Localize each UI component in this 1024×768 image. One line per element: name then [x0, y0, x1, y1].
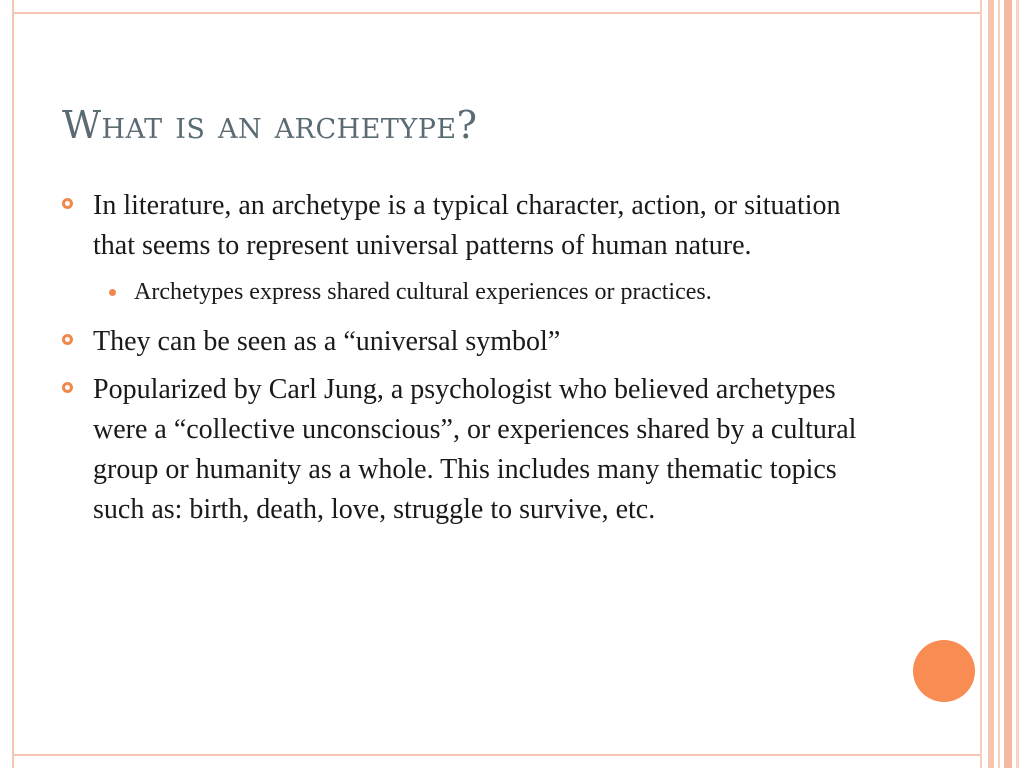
bullet-text: In literature, an archetype is a typical character, action, or situation that seems to represent universal patterns of human nature. [93, 190, 841, 261]
bullet-text: They can be seen as a “universal symbol” [93, 326, 561, 357]
stripe [980, 0, 982, 768]
bullet-item [62, 370, 882, 530]
bullet-item [62, 186, 882, 266]
orange-dot-bullet-icon [109, 289, 116, 296]
stripe [998, 0, 1000, 768]
frame-left-line [12, 0, 14, 768]
stripe [988, 0, 994, 768]
frame-bottom-line [12, 754, 982, 756]
sub-bullet-text: Archetypes express shared cultural experiences or practices. [134, 279, 712, 305]
orange-ring-bullet-icon [62, 382, 73, 393]
slide-title: What is an archetype? [62, 103, 478, 147]
orange-ring-bullet-icon [62, 198, 73, 209]
right-decorative-stripes [980, 0, 1024, 768]
orange-ring-bullet-icon [62, 334, 73, 345]
bullet-list [62, 186, 882, 538]
bullet-text: Popularized by Carl Jung, a psychologist who believed archetypes were a “collective unconscious”, or experiences shared by a cultural group or humanity as a whole. This includes many thematic topics such as: birth, death, love, struggle to survive, etc. [93, 374, 857, 525]
stripe [1016, 0, 1019, 768]
sub-bullet-item [62, 274, 882, 310]
frame-top-line [12, 12, 982, 14]
orange-circle-decoration [913, 640, 975, 702]
bullet-item [62, 322, 882, 362]
stripe [1004, 0, 1012, 768]
